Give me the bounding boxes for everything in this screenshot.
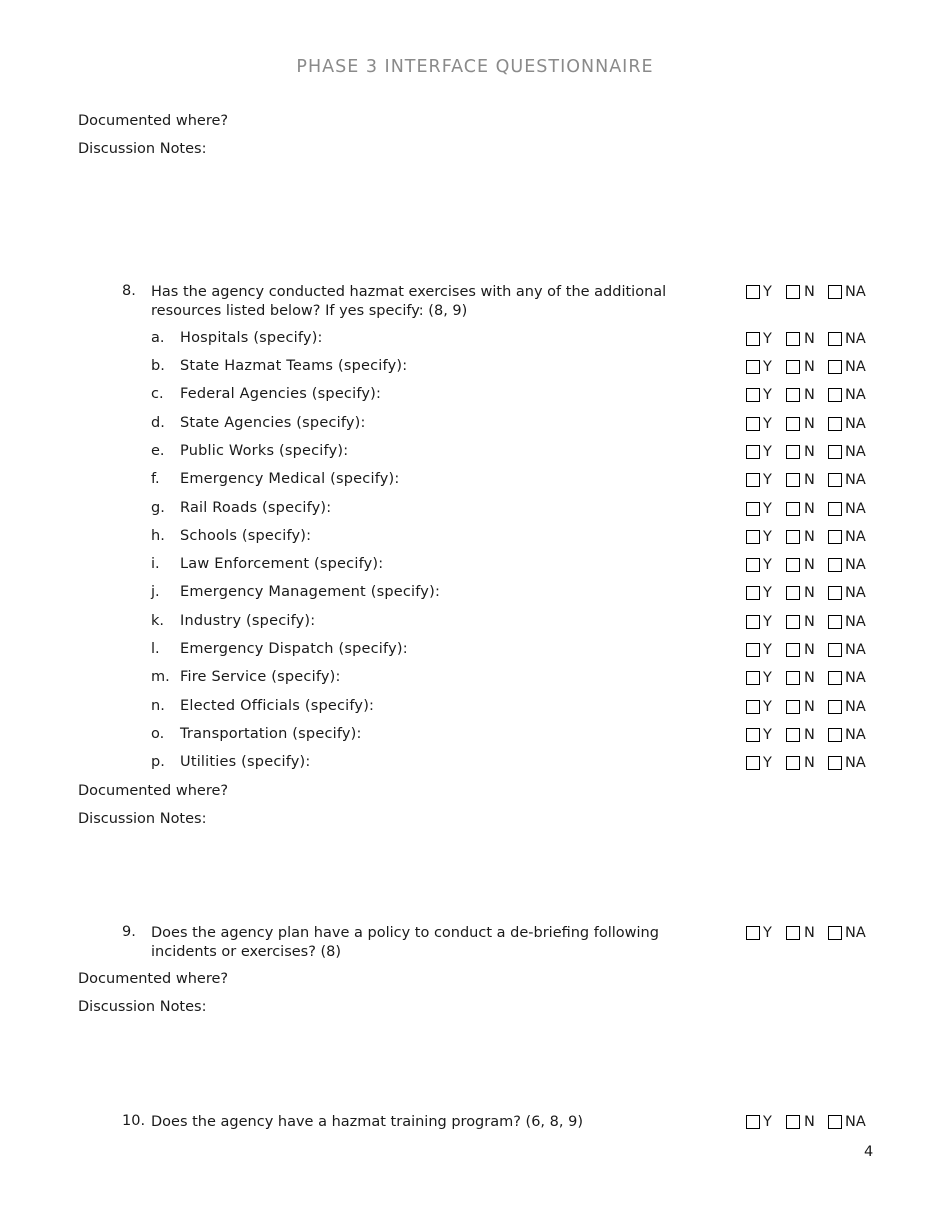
page-number: 4 (864, 1144, 874, 1160)
item-letter: f. (151, 471, 160, 487)
na-checkbox[interactable] (828, 360, 842, 374)
no-label: N (804, 331, 815, 347)
item-text: Hospitals (specify): (180, 330, 323, 346)
no-label: N (804, 359, 815, 375)
no-checkbox[interactable] (786, 332, 800, 346)
yes-label: Y (763, 755, 772, 771)
na-label: NA (845, 284, 866, 300)
item-text: Emergency Management (specify): (180, 584, 441, 600)
question-text: Does the agency have a hazmat training program? (6, 8, 9) (151, 1114, 583, 1130)
no-label: N (804, 501, 815, 517)
na-label: NA (845, 727, 866, 743)
documented-where-label: Documented where? (78, 113, 229, 129)
no-label: N (804, 472, 815, 488)
item-letter: h. (151, 528, 165, 544)
discussion-notes-label: Discussion Notes: (78, 999, 207, 1015)
no-label: N (804, 557, 815, 573)
na-checkbox[interactable] (828, 285, 842, 299)
na-label: NA (845, 529, 866, 545)
page-header: PHASE 3 INTERFACE QUESTIONNAIRE (296, 57, 654, 77)
yes-checkbox[interactable] (746, 388, 760, 402)
item-text: Federal Agencies (specify): (180, 386, 382, 402)
item-text: Emergency Dispatch (specify): (180, 641, 408, 657)
na-checkbox[interactable] (828, 756, 842, 770)
no-checkbox[interactable] (786, 671, 800, 685)
na-label: NA (845, 444, 866, 460)
no-label: N (804, 1114, 815, 1130)
yes-checkbox[interactable] (746, 700, 760, 714)
discussion-notes-label: Discussion Notes: (78, 811, 207, 827)
yes-checkbox[interactable] (746, 530, 760, 544)
yes-label: Y (763, 557, 772, 573)
no-label: N (804, 614, 815, 630)
discussion-notes-label: Discussion Notes: (78, 141, 207, 157)
no-checkbox[interactable] (786, 558, 800, 572)
na-checkbox[interactable] (828, 417, 842, 431)
yes-label: Y (763, 359, 772, 375)
item-text: Industry (specify): (180, 613, 316, 629)
na-label: NA (845, 642, 866, 658)
yes-label: Y (763, 444, 772, 460)
na-label: NA (845, 755, 866, 771)
yes-checkbox[interactable] (746, 332, 760, 346)
yes-label: Y (763, 529, 772, 545)
na-checkbox[interactable] (828, 445, 842, 459)
item-text: Transportation (specify): (180, 726, 362, 742)
no-checkbox[interactable] (786, 473, 800, 487)
na-label: NA (845, 359, 866, 375)
no-label: N (804, 699, 815, 715)
yes-checkbox[interactable] (746, 615, 760, 629)
yes-checkbox[interactable] (746, 445, 760, 459)
na-label: NA (845, 472, 866, 488)
no-checkbox[interactable] (786, 728, 800, 742)
no-label: N (804, 387, 815, 403)
item-text: Fire Service (specify): (180, 669, 341, 685)
item-text: State Hazmat Teams (specify): (180, 358, 408, 374)
item-letter: k. (151, 613, 165, 629)
na-checkbox[interactable] (828, 728, 842, 742)
no-label: N (804, 642, 815, 658)
item-letter: o. (151, 726, 165, 742)
no-checkbox[interactable] (786, 445, 800, 459)
no-label: N (804, 444, 815, 460)
no-checkbox[interactable] (786, 643, 800, 657)
item-text: State Agencies (specify): (180, 415, 366, 431)
item-text: Rail Roads (specify): (180, 500, 332, 516)
item-letter: a. (151, 330, 165, 346)
yes-checkbox[interactable] (746, 586, 760, 600)
item-letter: m. (151, 669, 170, 685)
no-checkbox[interactable] (786, 417, 800, 431)
no-checkbox[interactable] (786, 360, 800, 374)
documented-where-label: Documented where? (78, 971, 229, 987)
yes-checkbox[interactable] (746, 671, 760, 685)
yes-label: Y (763, 699, 772, 715)
na-label: NA (845, 1114, 866, 1130)
na-label: NA (845, 585, 866, 601)
yes-label: Y (763, 472, 772, 488)
question-number: 10. (122, 1113, 146, 1129)
no-checkbox[interactable] (786, 615, 800, 629)
item-letter: c. (151, 386, 164, 402)
yes-checkbox[interactable] (746, 473, 760, 487)
no-label: N (804, 755, 815, 771)
item-text: Emergency Medical (specify): (180, 471, 400, 487)
na-label: NA (845, 699, 866, 715)
na-label: NA (845, 501, 866, 517)
no-checkbox[interactable] (786, 756, 800, 770)
na-checkbox[interactable] (828, 473, 842, 487)
yes-label: Y (763, 331, 772, 347)
documented-where-label: Documented where? (78, 783, 229, 799)
item-letter: d. (151, 415, 165, 431)
na-label: NA (845, 331, 866, 347)
na-checkbox[interactable] (828, 388, 842, 402)
yes-checkbox[interactable] (746, 417, 760, 431)
yes-label: Y (763, 284, 772, 300)
yes-label: Y (763, 670, 772, 686)
no-label: N (804, 727, 815, 743)
item-letter: i. (151, 556, 160, 572)
yes-label: Y (763, 416, 772, 432)
na-checkbox[interactable] (828, 700, 842, 714)
question-text: Does the agency plan have a policy to conduct a de-briefing following incidents or exercises? (8) (151, 925, 659, 960)
yes-label: Y (763, 925, 772, 941)
no-checkbox[interactable] (786, 530, 800, 544)
item-text: Law Enforcement (specify): (180, 556, 384, 572)
yes-checkbox[interactable] (746, 756, 760, 770)
item-letter: b. (151, 358, 165, 374)
na-label: NA (845, 387, 866, 403)
no-checkbox[interactable] (786, 700, 800, 714)
yes-checkbox[interactable] (746, 643, 760, 657)
na-checkbox[interactable] (828, 615, 842, 629)
no-label: N (804, 529, 815, 545)
na-checkbox[interactable] (828, 926, 842, 940)
no-label: N (804, 416, 815, 432)
item-letter: p. (151, 754, 165, 770)
item-text: Utilities (specify): (180, 754, 311, 770)
na-label: NA (845, 670, 866, 686)
na-checkbox[interactable] (828, 332, 842, 346)
yes-label: Y (763, 585, 772, 601)
no-label: N (804, 284, 815, 300)
na-checkbox[interactable] (828, 502, 842, 516)
yes-checkbox[interactable] (746, 502, 760, 516)
yes-label: Y (763, 501, 772, 517)
no-checkbox[interactable] (786, 502, 800, 516)
na-checkbox[interactable] (828, 530, 842, 544)
no-label: N (804, 925, 815, 941)
yes-label: Y (763, 727, 772, 743)
na-checkbox[interactable] (828, 558, 842, 572)
item-letter: g. (151, 500, 165, 516)
na-checkbox[interactable] (828, 1115, 842, 1129)
item-letter: j. (151, 584, 160, 600)
no-checkbox[interactable] (786, 926, 800, 940)
yes-label: Y (763, 642, 772, 658)
yes-label: Y (763, 387, 772, 403)
item-letter: n. (151, 698, 165, 714)
no-checkbox[interactable] (786, 1115, 800, 1129)
na-checkbox[interactable] (828, 586, 842, 600)
question-number: 9. (122, 924, 136, 940)
na-checkbox[interactable] (828, 671, 842, 685)
item-text: Schools (specify): (180, 528, 312, 544)
na-checkbox[interactable] (828, 643, 842, 657)
question-number: 8. (122, 283, 136, 299)
no-checkbox[interactable] (786, 285, 800, 299)
item-text: Elected Officials (specify): (180, 698, 375, 714)
question-text: Has the agency conducted hazmat exercises with any of the additional resources listed below? If yes specify: (8, 9) (151, 284, 667, 319)
item-text: Public Works (specify): (180, 443, 349, 459)
no-label: N (804, 670, 815, 686)
no-checkbox[interactable] (786, 388, 800, 402)
yes-checkbox[interactable] (746, 360, 760, 374)
yes-checkbox[interactable] (746, 558, 760, 572)
yes-label: Y (763, 614, 772, 630)
no-label: N (804, 585, 815, 601)
yes-checkbox[interactable] (746, 926, 760, 940)
item-letter: e. (151, 443, 165, 459)
yes-checkbox[interactable] (746, 728, 760, 742)
no-checkbox[interactable] (786, 586, 800, 600)
item-letter: l. (151, 641, 160, 657)
yes-checkbox[interactable] (746, 285, 760, 299)
na-label: NA (845, 416, 866, 432)
na-label: NA (845, 557, 866, 573)
yes-checkbox[interactable] (746, 1115, 760, 1129)
na-label: NA (845, 925, 866, 941)
yes-label: Y (763, 1114, 772, 1130)
na-label: NA (845, 614, 866, 630)
